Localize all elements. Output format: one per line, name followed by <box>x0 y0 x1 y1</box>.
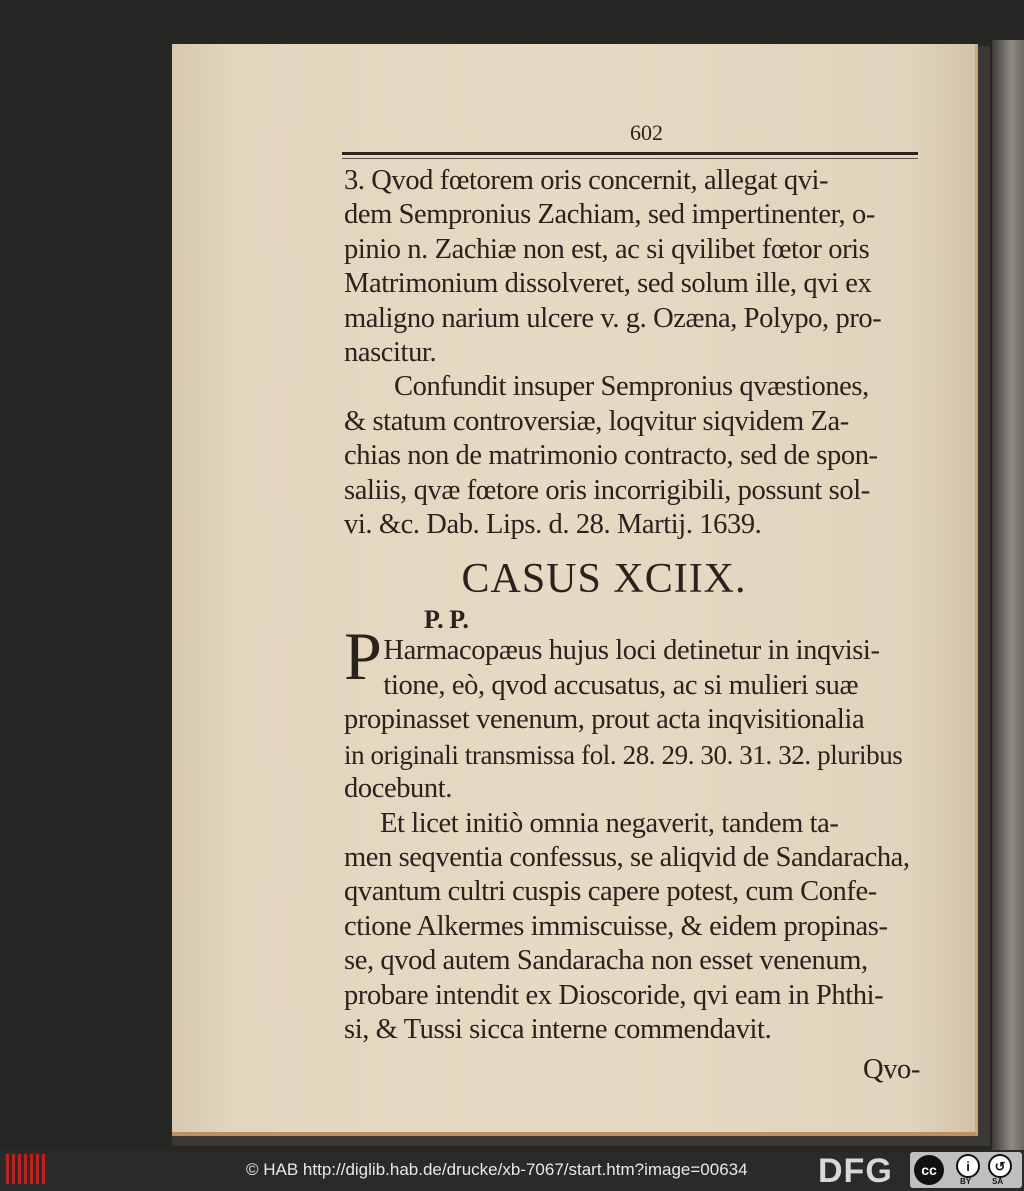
text-line: saliis, qvæ fœtore oris incorrigibili, possunt sol- <box>344 474 870 506</box>
text-line: Matrimonium dissolveret, sed solum ille, qvi ex <box>344 268 872 300</box>
text-line: si, & Tussi sicca interne commendavit. <box>344 1013 772 1045</box>
text-line: chias non de matrimonio contracto, sed de spon- <box>344 440 878 472</box>
text-line: se, qvod autem Sandaracha non esset venenum, <box>344 945 868 977</box>
text-line: Confundit insuper Sempronius qvæstiones, <box>394 371 869 403</box>
header-rule-thin <box>342 158 918 159</box>
dfg-logo[interactable]: DFG <box>818 1152 893 1190</box>
subheading-pp: P. P. <box>424 605 469 635</box>
text-line: pinio n. Zachiæ non est, ac si qvilibet fœtor oris <box>344 233 870 265</box>
by-icon: i <box>956 1154 980 1178</box>
text-line: ctione Alkermes immiscuisse, & eidem propinas- <box>344 910 888 942</box>
sa-label: SA <box>992 1177 1004 1186</box>
text-line: qvantum cultri cuspis capere potest, cum Confe- <box>344 876 877 908</box>
book-edge <box>992 40 1024 1150</box>
text-line: tione, eò, qvod accusatus, ac si mulieri suæ <box>383 669 859 701</box>
header-rule <box>342 152 918 155</box>
text-line: nascitur. <box>344 337 437 369</box>
text-line: Et licet initiò omnia negaverit, tandem ta- <box>380 807 839 839</box>
paragraph-1 <box>344 164 924 370</box>
text-line: 3. Qvod fœtorem oris concernit, allegat qvi- <box>344 165 829 196</box>
text-line: docebunt. <box>344 773 452 805</box>
text-line: in originali transmissa fol. 28. 29. 30. 31. 32. pluribus <box>344 739 903 770</box>
paragraph-4 <box>344 807 924 1048</box>
sa-icon: ↺ <box>988 1154 1012 1178</box>
text-line: Harmacopæus hujus loci detinetur in inqvisi- <box>383 635 880 667</box>
hab-logo-icon <box>6 1154 46 1184</box>
casus-heading: CASUS XCIIX. <box>461 556 747 603</box>
text-line: vi. &c. Dab. Lips. d. 28. Martij. 1639. <box>344 509 762 541</box>
cc-icon: cc <box>914 1155 944 1185</box>
drop-cap: P <box>344 618 382 695</box>
text-line: men seqventia confessus, se aliqvid de Sandaracha, <box>344 841 910 873</box>
text-line: probare intendit ex Dioscoride, qvi eam in Phthi- <box>344 979 884 1011</box>
catchword: Qvo- <box>863 1054 920 1086</box>
cc-license-badge[interactable] <box>910 1152 1022 1188</box>
text-line: propinasset venenum, prout acta inqvisitionalia <box>344 704 865 736</box>
text-line: dem Sempronius Zachiam, sed impertinenter, o- <box>344 199 875 231</box>
by-label: BY <box>960 1177 972 1186</box>
paragraph-2 <box>344 370 924 542</box>
credit-link[interactable]: © HAB http://diglib.hab.de/drucke/xb-7067/start.htm?image=00634 <box>246 1160 748 1179</box>
page-number: 602 <box>630 120 663 145</box>
text-line: maligno narium ulcere v. g. Ozæna, Polypo, pro- <box>344 302 882 334</box>
text-line: & statum controversiæ, loqvitur siqvidem Za- <box>344 405 849 437</box>
page-text <box>344 164 924 1088</box>
